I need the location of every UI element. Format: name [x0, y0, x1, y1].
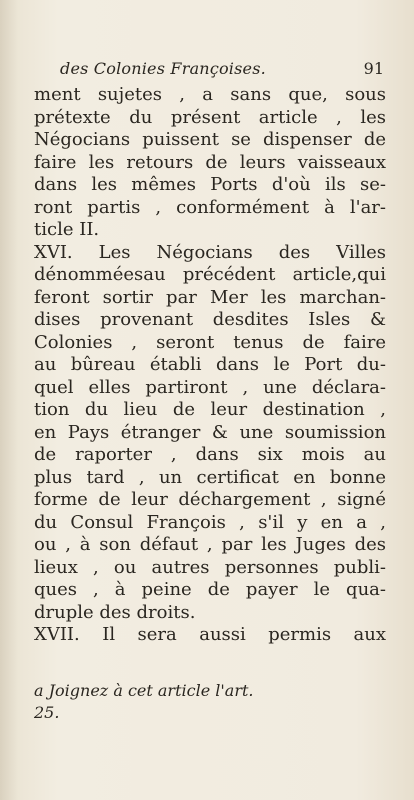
gutter-shadow — [0, 0, 18, 800]
page-number: 91 — [363, 59, 384, 78]
body-line: en Pays étranger & une soumission — [34, 421, 386, 443]
body-line: dises provenant desdites Isles & — [34, 309, 386, 330]
body-line: faire les retours de leurs vaisseaux — [34, 151, 386, 173]
body-line: dans les mêmes Ports d'où ils se- — [34, 174, 386, 195]
article-heading-line: XVII. Il sera aussi permis aux — [34, 624, 386, 645]
body-line: lieux , ou autres personnes publi- — [34, 556, 386, 578]
body-line: prétexte du présent article , les — [34, 106, 386, 128]
body-line: du Consul François , s'il y en a , — [34, 511, 386, 533]
body-line: au bûreau établi dans le Port du- — [34, 354, 386, 375]
main-text — [34, 84, 386, 647]
footnote-line: a Joignez à cet article l'art. — [34, 681, 254, 700]
body-line: ticle II. — [34, 219, 100, 240]
body-line: feront sortir par Mer les marchan- — [34, 286, 386, 308]
body-line: ment sujetes , a sans que, sous — [34, 84, 386, 105]
body-line: ront partis , conformément à l'ar- — [34, 196, 386, 218]
body-line: druple des droits. — [34, 601, 196, 623]
body-line: tion du lieu de leur destination , — [34, 399, 386, 420]
body-line: Colonies , seront tenus de faire — [34, 331, 386, 353]
article-heading-line: XVI. Les Négocians des Villes — [34, 241, 386, 263]
body-line: dénomméesau précédent article,qui — [34, 264, 386, 285]
running-head — [0, 59, 414, 85]
body-line: Négocians puissent se dispenser de — [34, 129, 386, 150]
running-title: des Colonies Françoises. — [60, 59, 266, 78]
body-line: quel elles partiront , une déclara- — [34, 376, 386, 398]
body-line: ques , à peine de payer le qua- — [34, 579, 386, 600]
footnote-line: 25. — [34, 703, 60, 722]
body-line: ou , à son défaut , par les Juges des — [34, 534, 386, 555]
body-line: de raporter , dans six mois au — [34, 444, 386, 465]
body-line: plus tard , un certificat en bonne — [34, 466, 386, 488]
body-line: forme de leur déchargement , signé — [34, 489, 386, 510]
footnote — [34, 680, 374, 724]
